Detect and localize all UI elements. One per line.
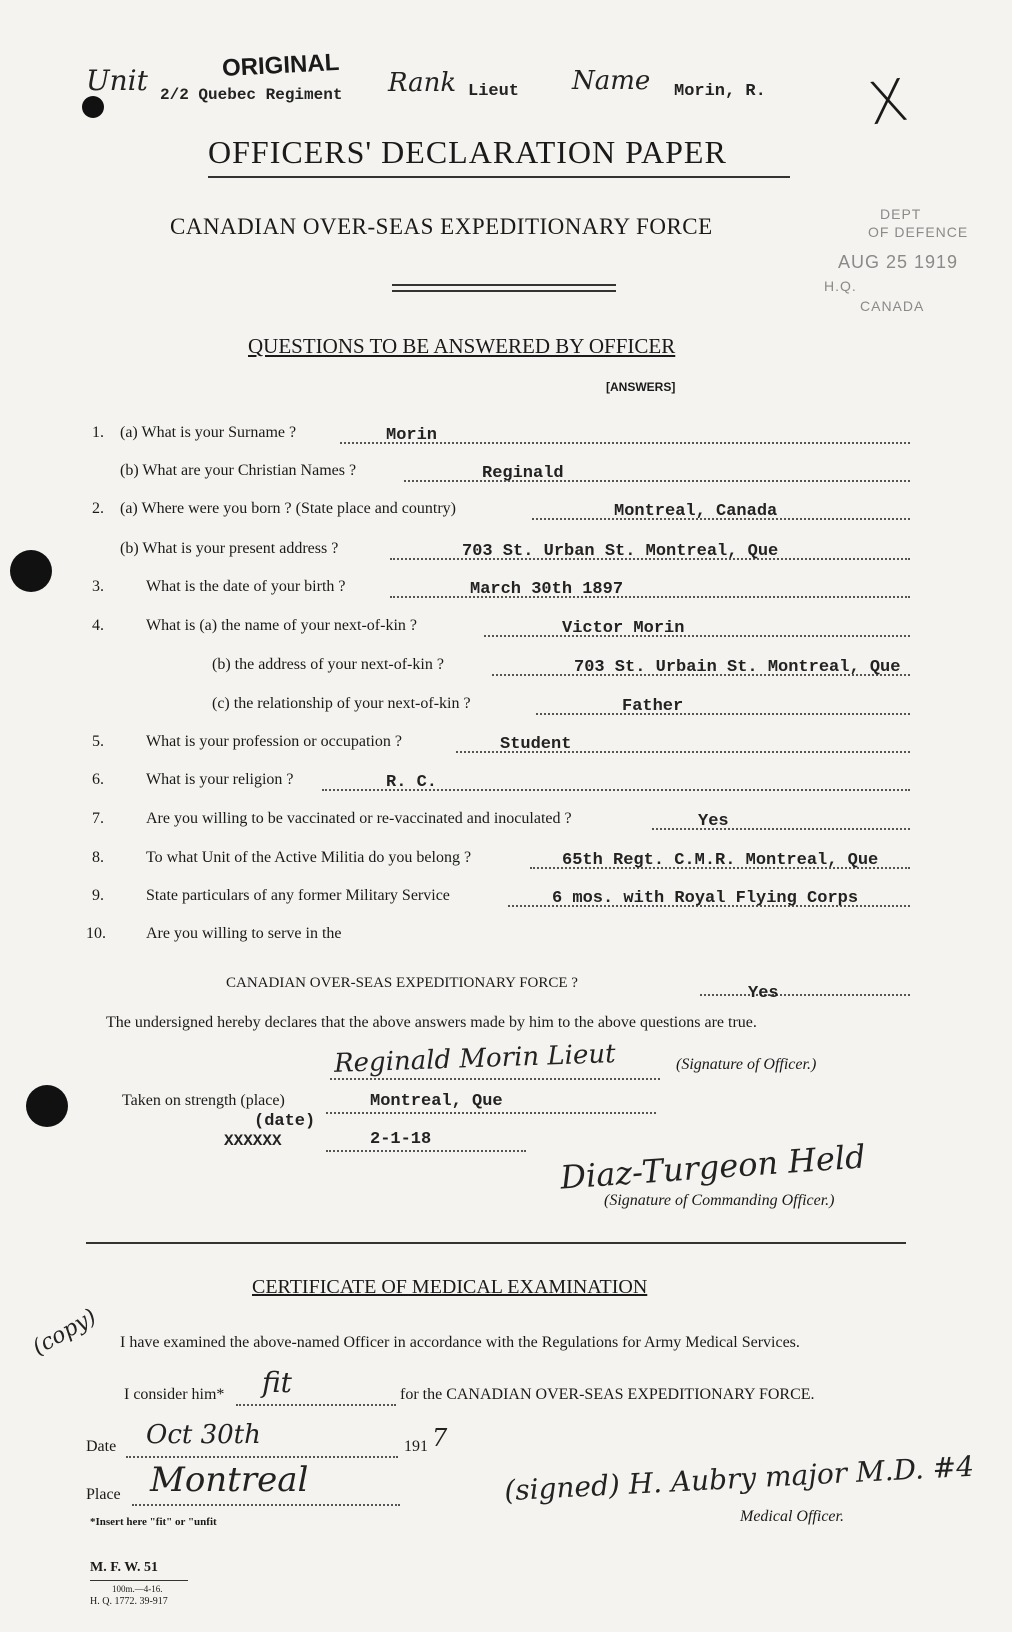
place-value: Montreal (150, 1460, 309, 1500)
question-answer: Father (622, 697, 684, 716)
dotted-line (484, 635, 910, 637)
question-answer: 65th Regt. C.M.R. Montreal, Que (562, 851, 879, 870)
dotted-line (700, 994, 910, 996)
question-text: (a) Where were you born ? (State place and country) (120, 500, 456, 517)
medical-heading: CERTIFICATE OF MEDICAL EXAMINATION (252, 1276, 648, 1298)
question-answer: Student (500, 735, 572, 754)
name-label: Name (572, 66, 651, 96)
consider-prefix: I consider him* (124, 1386, 225, 1403)
questions-heading: QUESTIONS TO BE ANSWERED BY OFFICER (248, 334, 676, 358)
unit-value: 2/2 Quebec Regiment (160, 86, 343, 104)
stamp-line: H.Q. (824, 278, 857, 294)
dotted-line (236, 1404, 396, 1406)
question-number: 7. (92, 810, 104, 827)
dotted-line (404, 480, 910, 482)
unit-label: Unit (86, 64, 148, 97)
dotted-line (330, 1078, 660, 1080)
rank-value: Lieut (468, 82, 520, 101)
question-text: (b) What is your present address ? (120, 540, 339, 557)
co-signature-label: (Signature of Commanding Officer.) (604, 1192, 835, 1209)
stamp-line: AUG 25 1919 (838, 252, 959, 272)
q10-answer: Yes (748, 984, 779, 1003)
stamp-line: DEPT (880, 206, 922, 222)
question-number: 4. (92, 617, 104, 634)
question-answer: Victor Morin (562, 619, 685, 638)
page-title: OFFICERS' DECLARATION PAPER (208, 134, 727, 170)
double-rule (392, 284, 616, 286)
question-answer: Yes (698, 812, 729, 831)
punch-hole (10, 550, 52, 592)
punch-hole (26, 1085, 68, 1127)
date-label-struck: XXXXXX (224, 1132, 282, 1150)
date-label: Date (86, 1438, 117, 1455)
original-stamp: ORIGINAL (221, 48, 340, 83)
question-answer: R. C. (386, 773, 438, 792)
consider-suffix: for the CANADIAN OVER-SEAS EXPEDITIONARY FORCE. (400, 1386, 815, 1403)
question-text: What is the date of your birth ? (146, 578, 346, 595)
question-number: 5. (92, 733, 104, 750)
dotted-line (326, 1112, 656, 1114)
question-text: (b) What are your Christian Names ? (120, 462, 357, 479)
declaration-text: The undersigned hereby declares that the above answers made by him to the above questions are true. (106, 1014, 757, 1031)
question-text: To what Unit of the Active Militia do you belong ? (146, 849, 472, 866)
question-text: (c) the relationship of your next-of-kin ? (212, 695, 471, 712)
question-number: 6. (92, 771, 104, 788)
date-value: Oct 30th (146, 1420, 261, 1450)
question-text: What is your profession or occupation ? (146, 733, 402, 750)
question-answer: March 30th 1897 (470, 580, 624, 599)
date-label-typed: (date) (254, 1112, 316, 1131)
consider-value: fit (262, 1366, 292, 1399)
medical-text: I have examined the above-named Officer in accordance with the Regulations for Army Medical Services. (120, 1334, 800, 1351)
form-id-rule (90, 1580, 188, 1581)
name-value: Morin, R. (674, 82, 766, 101)
year-value: 7 (432, 1424, 448, 1452)
double-rule (392, 290, 616, 292)
year-prefix: 191 (404, 1438, 428, 1455)
taken-date: 2-1-18 (370, 1130, 432, 1149)
stamp-line: CANADA (860, 298, 925, 314)
question-answer: 703 St. Urban St. Montreal, Que (462, 542, 779, 561)
question-number: 8. (92, 849, 104, 866)
received-stamp (820, 206, 990, 316)
dotted-line (126, 1456, 398, 1458)
question-text: What is your religion ? (146, 771, 294, 788)
question-number: 2. (92, 500, 104, 517)
place-label: Place (86, 1486, 121, 1503)
form-line3: H. Q. 1772. 39-917 (90, 1596, 168, 1607)
question-number: 3. (92, 578, 104, 595)
footnote: *Insert here "fit" or "unfit (90, 1516, 217, 1528)
question-text: (b) the address of your next-of-kin ? (212, 656, 444, 673)
officer-signature: Reginald Morin Lieut (333, 1039, 617, 1079)
dotted-line (652, 828, 910, 830)
dotted-line (326, 1150, 526, 1152)
dotted-line (536, 713, 910, 715)
question-answer: Reginald (482, 464, 564, 483)
question-number: 1. (92, 424, 104, 441)
x-mark: X (863, 65, 913, 139)
question-text: Are you willing to serve in the (146, 925, 342, 942)
co-signature: Diaz-Turgeon Held (559, 1137, 867, 1197)
page-subtitle: CANADIAN OVER-SEAS EXPEDITIONARY FORCE (170, 214, 713, 239)
dotted-line (390, 596, 910, 598)
copy-note: (copy) (28, 1304, 101, 1361)
form-id: M. F. W. 51 (90, 1560, 158, 1575)
question-answer: Montreal, Canada (614, 502, 778, 521)
stamp-line: OF DEFENCE (868, 224, 969, 240)
answers-heading: [ANSWERS] (606, 380, 676, 394)
dotted-line (132, 1504, 400, 1506)
rank-label: Rank (388, 68, 457, 98)
question-number: 9. (92, 887, 104, 904)
question-answer: Morin (386, 426, 438, 445)
question-text: What is (a) the name of your next-of-kin ? (146, 617, 418, 634)
medical-officer-label: Medical Officer. (740, 1508, 844, 1525)
question-answer: 6 mos. with Royal Flying Corps (552, 889, 859, 908)
section-divider (86, 1242, 906, 1244)
medical-signature: (signed) H. Aubry major M.D. #4 (503, 1449, 975, 1508)
question-text: State particulars of any former Military Service (146, 887, 450, 904)
officer-signature-label: (Signature of Officer.) (676, 1056, 817, 1073)
punch-hole (82, 96, 104, 118)
question-number: 10. (86, 925, 106, 942)
title-underline (208, 176, 790, 178)
question-answer: 703 St. Urbain St. Montreal, Que (574, 658, 901, 677)
q10-line2: CANADIAN OVER-SEAS EXPEDITIONARY FORCE ? (226, 975, 578, 991)
form-line2: 100m.—4-16. (112, 1584, 163, 1594)
question-text: Are you willing to be vaccinated or re-vaccinated and inoculated ? (146, 810, 572, 827)
taken-on-strength-label: Taken on strength (place) (122, 1092, 285, 1109)
question-text: (a) What is your Surname ? (120, 424, 297, 441)
taken-place: Montreal, Que (370, 1092, 503, 1111)
